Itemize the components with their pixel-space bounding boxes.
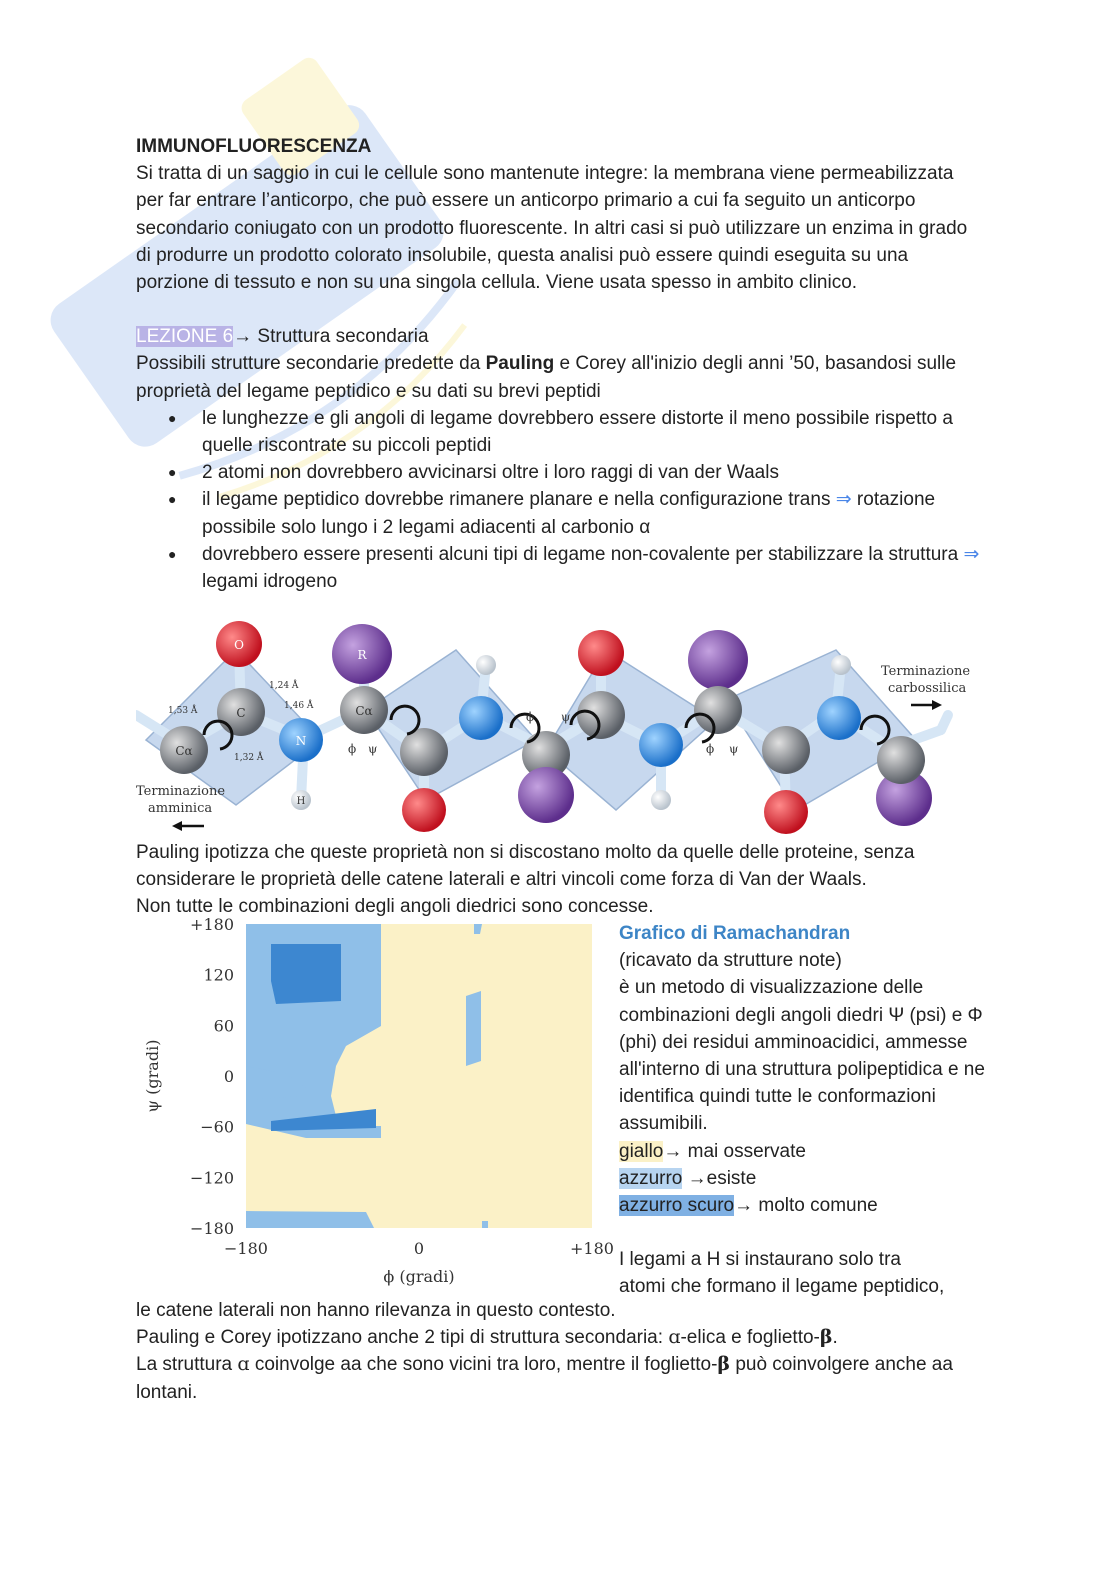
- alpha-symbol: ɑ: [237, 1353, 250, 1376]
- atom-calpha: [694, 686, 742, 734]
- atom-carbon: [577, 691, 625, 739]
- closing-line: [136, 1351, 986, 1405]
- carboxyl-terminus-label-2: carbossilica: [888, 681, 967, 696]
- legend-desc: → mai osservate: [663, 1140, 806, 1162]
- y-tick-label: 120: [203, 965, 234, 985]
- bullet-text: dovrebbero essere presenti alcuni tipi di legame non-covalente per stabilizzare la struttura: [202, 543, 964, 565]
- bullet-text: 2 atomi non dovrebbero avvicinarsi oltre i loro raggi di van der Waals: [202, 462, 779, 484]
- closing-text-segment: Pauling e Corey ipotizzano anche 2 tipi di struttura secondaria:: [136, 1327, 669, 1349]
- y-tick-label: 0: [223, 1067, 234, 1086]
- legend-item: [619, 1192, 989, 1219]
- region-allowed: [246, 1211, 374, 1228]
- ramachandran-description: [619, 920, 989, 1301]
- figure-discussion: [136, 839, 986, 921]
- atom-nitrogen: [459, 696, 503, 740]
- legend-yellow: giallo: [619, 1140, 664, 1162]
- x-axis-label: ϕ (gradi): [383, 1267, 455, 1286]
- atom-nitrogen: [639, 723, 683, 767]
- beta-symbol: β: [819, 1326, 833, 1349]
- intro-text-after: e Corey all'inizio degli anni ’50, basandosi sulle proprietà del legame peptidico e su dati su brevi peptidi: [136, 353, 957, 402]
- x-tick-label: 0: [413, 1239, 425, 1258]
- y-tick-label: −180: [190, 1219, 234, 1238]
- region-allowed: [466, 991, 481, 1066]
- label-carbon: C: [236, 706, 246, 720]
- ramachandran-plot: [136, 916, 616, 1291]
- atom-hydrogen: [651, 790, 671, 810]
- region-allowed: [482, 1221, 488, 1228]
- x-tick-label: +180: [570, 1239, 614, 1258]
- peptide-chain-figure: [136, 620, 976, 842]
- bullet-text: il legame peptidico dovrebbe rimanere planare e nella configurazione trans: [202, 489, 836, 511]
- amino-terminus-label: Terminazione: [136, 784, 226, 799]
- region-most-common: [271, 944, 341, 1004]
- atom-oxygen: [578, 630, 624, 676]
- legend-desc: → molto comune: [734, 1195, 878, 1217]
- atom-oxygen: [402, 788, 446, 832]
- atom-nitrogen: [817, 696, 861, 740]
- atom-r-group: [518, 767, 574, 823]
- label-oxygen: O: [234, 638, 244, 652]
- discussion-paragraph: Non tutte le combinazioni degli angoli diedrici sono concesse.: [136, 896, 654, 918]
- alpha-symbol: ɑ: [668, 1326, 681, 1349]
- section-paragraph: Si tratta di un saggio in cui le cellule sono mantenute integre: la membrana viene permeabilizzata per far entrare l’anticorpo, che può essere un anticorpo primario a cui fa seguito un anticorpo secondario coniugato con un prodotto fluorescente. In altri casi si può utilizzare un enzima in grado di produrre un prodotto colorato insolubile, questa analisi può essere quindi eseguita su una porzione di tessuto e non su una singola cellula. Viene usata spesso in ambito clinico.: [136, 163, 968, 294]
- y-tick-label: −60: [200, 1117, 234, 1137]
- closing-text-segment: .: [832, 1327, 838, 1349]
- closing-text-segment: coinvolge aa che sono vicini tra loro, mentre il foglietto-: [249, 1354, 718, 1376]
- y-tick-label: +180: [190, 916, 234, 934]
- implies-arrow: ⇒: [835, 489, 852, 511]
- discussion-paragraph: Pauling ipotizza che queste proprietà non si discostano molto da quelle delle proteine, senza considerare le proprietà delle catene laterali e altri vincoli come forza di Van der Waals.: [136, 842, 915, 891]
- x-tick-label: −180: [224, 1239, 268, 1258]
- legend-item: [619, 1165, 989, 1192]
- label-nitrogen: N: [295, 734, 307, 748]
- phi-label: ϕ: [348, 742, 357, 756]
- list-item: [136, 459, 986, 486]
- atom-r-group: [688, 630, 748, 690]
- lesson-line: [136, 323, 986, 350]
- intro-text: Possibili strutture secondarie predette da: [136, 353, 486, 375]
- lesson-label: LEZIONE 6: [136, 326, 234, 348]
- phi-label: ϕ: [706, 742, 715, 756]
- ramachandran-title: Grafico di Ramachandran: [619, 923, 851, 944]
- hbond-line: atomi che formano il legame peptidico,: [619, 1276, 945, 1298]
- legend-item: [619, 1138, 989, 1165]
- amino-terminus-label-2: amminica: [148, 801, 213, 816]
- bond-length: 1,46 Å: [284, 701, 314, 711]
- bullet-list: [136, 405, 986, 595]
- label-hydrogen: H: [296, 796, 306, 807]
- bullet-text: le lunghezze e gli angoli di legame dovrebbero essere distorte il meno possibile rispetto a quelle riscontrate su piccoli peptidi: [202, 407, 953, 457]
- label-calpha: Cα: [355, 704, 373, 718]
- list-item: [136, 405, 986, 459]
- closing-text: [136, 1297, 986, 1406]
- y-axis-label: ψ (gradi): [143, 1039, 162, 1113]
- phi-label: ϕ: [526, 710, 535, 724]
- atom-calpha: [877, 736, 925, 784]
- section-heading: IMMUNOFLUORESCENZA: [136, 136, 372, 157]
- closing-line: le catene laterali non hanno rilevanza in questo contesto.: [136, 1300, 616, 1321]
- ramachandran-subtitle: (ricavato da strutture note): [619, 950, 842, 972]
- intro-paragraph: [136, 350, 986, 404]
- atom-carbon: [762, 726, 810, 774]
- label-r-group: R: [357, 648, 367, 662]
- hbond-line: I legami a H si instaurano solo tra: [619, 1249, 901, 1271]
- list-item: [136, 541, 986, 595]
- atom-hydrogen: [476, 655, 496, 675]
- psi-label: ψ: [368, 742, 378, 756]
- carboxyl-terminus-label: Terminazione: [881, 664, 971, 679]
- closing-line: [136, 1324, 986, 1351]
- implies-arrow: ⇒: [963, 543, 980, 565]
- label-calpha: Cα: [175, 744, 193, 758]
- y-tick-label: −120: [190, 1168, 234, 1188]
- closing-text-segment: -elica e foglietto-: [680, 1327, 820, 1349]
- lesson-title: → Struttura secondaria: [233, 326, 429, 348]
- y-tick-label: 60: [213, 1016, 234, 1036]
- ramachandran-body: è un metodo di visualizzazione delle combinazioni degli angoli diedri Ψ (psi) e Φ (phi) dei residui amminoacidici, ammesse all'interno di una struttura polipeptidica e ne identifica quindi tutte le conformazioni assumibili.: [619, 977, 985, 1135]
- bullet-tail: rotazione possibile solo lungo i 2 legami adiacenti al carbonio α: [202, 489, 936, 538]
- psi-label: ψ: [729, 742, 739, 756]
- legend-dark-blue: azzurro scuro: [619, 1195, 735, 1217]
- beta-symbol: β: [717, 1353, 731, 1376]
- document-body: [136, 133, 986, 595]
- atom-hydrogen: [831, 655, 851, 675]
- legend-light-blue: azzurro: [619, 1167, 683, 1189]
- bond-length: 1,32 Å: [234, 753, 264, 763]
- bullet-tail: legami idrogeno: [202, 571, 338, 593]
- psi-label: ψ: [561, 710, 571, 724]
- intro-bold: Pauling: [485, 353, 555, 375]
- atom-oxygen: [764, 790, 808, 834]
- legend-desc: →esiste: [682, 1167, 757, 1189]
- bond-length: 1,24 Å: [269, 681, 299, 691]
- closing-text-segment: La struttura: [136, 1354, 238, 1376]
- bond-length: 1,53 Å: [168, 706, 198, 716]
- closing-text-segment: può coinvolgere anche aa lontani.: [136, 1354, 953, 1403]
- list-item: [136, 486, 986, 540]
